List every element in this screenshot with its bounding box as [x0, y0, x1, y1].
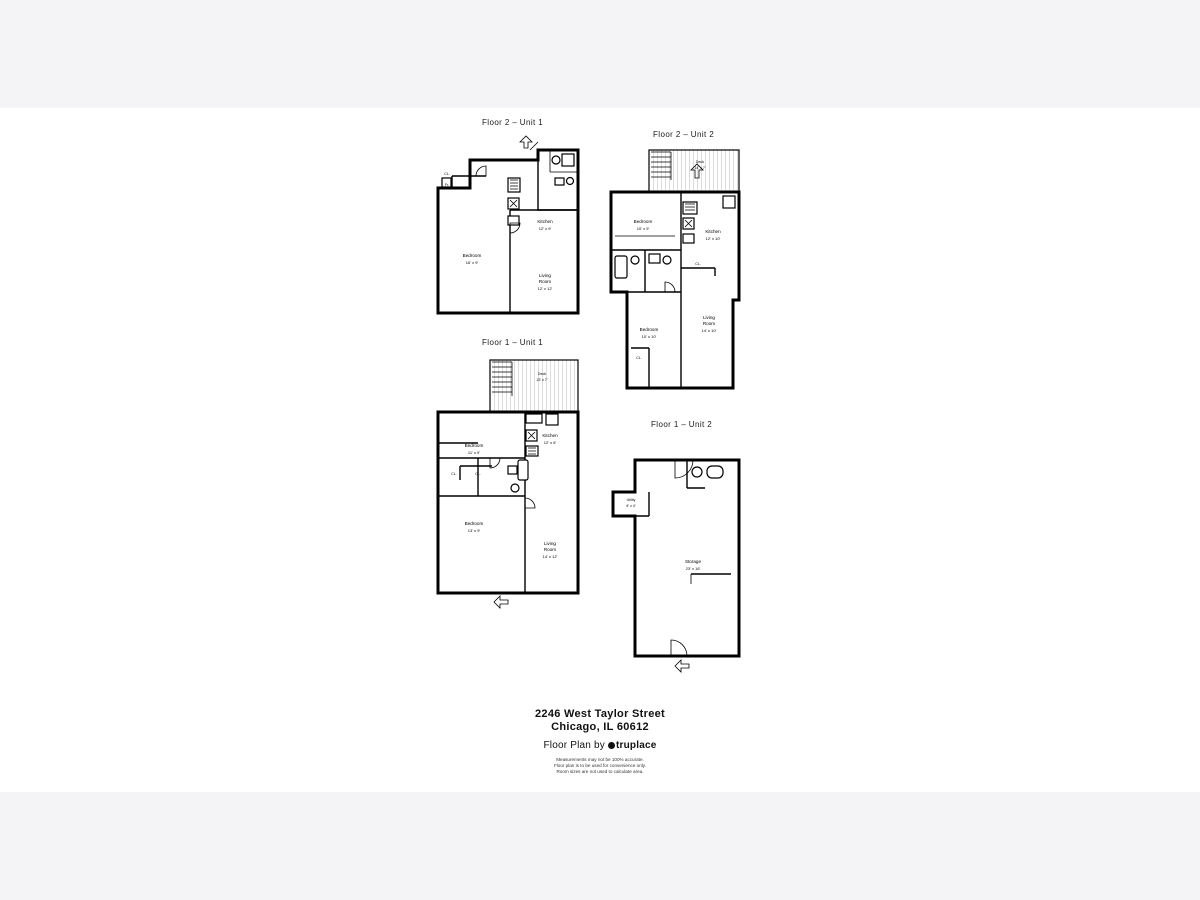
- room-label: Room: [543, 547, 557, 553]
- plan-title: Floor 1 – Unit 1: [482, 338, 544, 347]
- room-label: Kitchen: [537, 219, 553, 225]
- plan-floor1-unit2: [605, 420, 775, 670]
- room-label: Living: [702, 315, 716, 321]
- room-dims: 14' x 10': [701, 328, 717, 334]
- sheet-footer: [0, 708, 1200, 775]
- byline-brand: truplace: [615, 740, 657, 751]
- disclaimer-line: Measurements may not be 100% accurate.: [556, 757, 644, 762]
- address-line-1: 2246 West Taylor Street: [535, 708, 665, 720]
- room-dims: 16' x 9': [465, 260, 479, 266]
- room-label: Deck: [695, 159, 705, 164]
- room-label: Utility: [626, 497, 636, 502]
- room-dims: 12' x 10': [705, 236, 721, 242]
- byline: [0, 740, 1200, 751]
- plan-floor2-unit2: [605, 130, 765, 400]
- plan-floor1-unit1: [430, 338, 600, 603]
- disclaimer-line: Room sizes are not used to calculate area.: [556, 769, 644, 774]
- room-label: Kitchen: [542, 433, 558, 439]
- room-label: Living: [543, 541, 557, 547]
- room-label: Bedroom: [464, 521, 484, 527]
- sheet-canvas: [0, 108, 1200, 792]
- closet-label: CL.: [636, 355, 642, 360]
- room-label: Kitchen: [705, 229, 721, 235]
- room-dims: 12' x 12': [537, 286, 553, 292]
- plan-drawing-floor1-unit1: [430, 348, 600, 603]
- room-label: Bedroom: [633, 219, 653, 225]
- room-label: Bedroom: [639, 327, 659, 333]
- room-dims: 14' x 12': [542, 554, 558, 560]
- room-label: Bedroom: [462, 253, 482, 259]
- room-label: Room: [538, 279, 552, 285]
- room-dims: 12' x 6': [543, 440, 557, 446]
- address-line-2: Chicago, IL 60612: [551, 721, 649, 733]
- room-label: Deck: [537, 371, 547, 376]
- room-dims: 11' x 9': [467, 450, 481, 456]
- disclaimer-line: Floor plan is to be used for convenience only.: [553, 763, 647, 768]
- room-label: Living: [538, 273, 552, 279]
- byline-prefix: Floor Plan by: [543, 740, 608, 751]
- closet-label: CL.: [451, 471, 457, 476]
- plan-title: Floor 1 – Unit 2: [651, 420, 713, 429]
- plan-drawing-floor2-unit2: [605, 140, 770, 400]
- room-dims: 14' x 7': [694, 165, 706, 170]
- room-label: Room: [702, 321, 716, 327]
- disclaimer: [0, 757, 1200, 775]
- room-dims: 13' x 9': [467, 528, 481, 534]
- room-dims: 6' x 4': [626, 503, 636, 508]
- plan-title: Floor 2 – Unit 1: [482, 118, 544, 127]
- plan-drawing-floor1-unit2: [605, 434, 775, 674]
- room-dims: 13' x 7': [536, 377, 548, 382]
- closet-label: CL.: [444, 171, 450, 176]
- room-dims: 10' x 10': [641, 334, 657, 340]
- truplace-logo-icon: [608, 742, 615, 749]
- plan-title: Floor 2 – Unit 2: [653, 130, 715, 139]
- plan-drawing-floor2-unit1: [430, 128, 590, 328]
- room-dims: 12' x 9': [538, 226, 552, 232]
- closet-label: CL.: [475, 471, 481, 476]
- room-label: Storage: [684, 559, 702, 565]
- closet-label: CL.: [695, 261, 701, 266]
- plan-floor2-unit1: [430, 118, 590, 328]
- fridge-label: Fr.: [444, 182, 450, 187]
- room-label: Bedroom: [464, 443, 484, 449]
- room-dims: 10' x 9': [636, 226, 650, 232]
- room-dims: 23' x 16': [685, 566, 701, 572]
